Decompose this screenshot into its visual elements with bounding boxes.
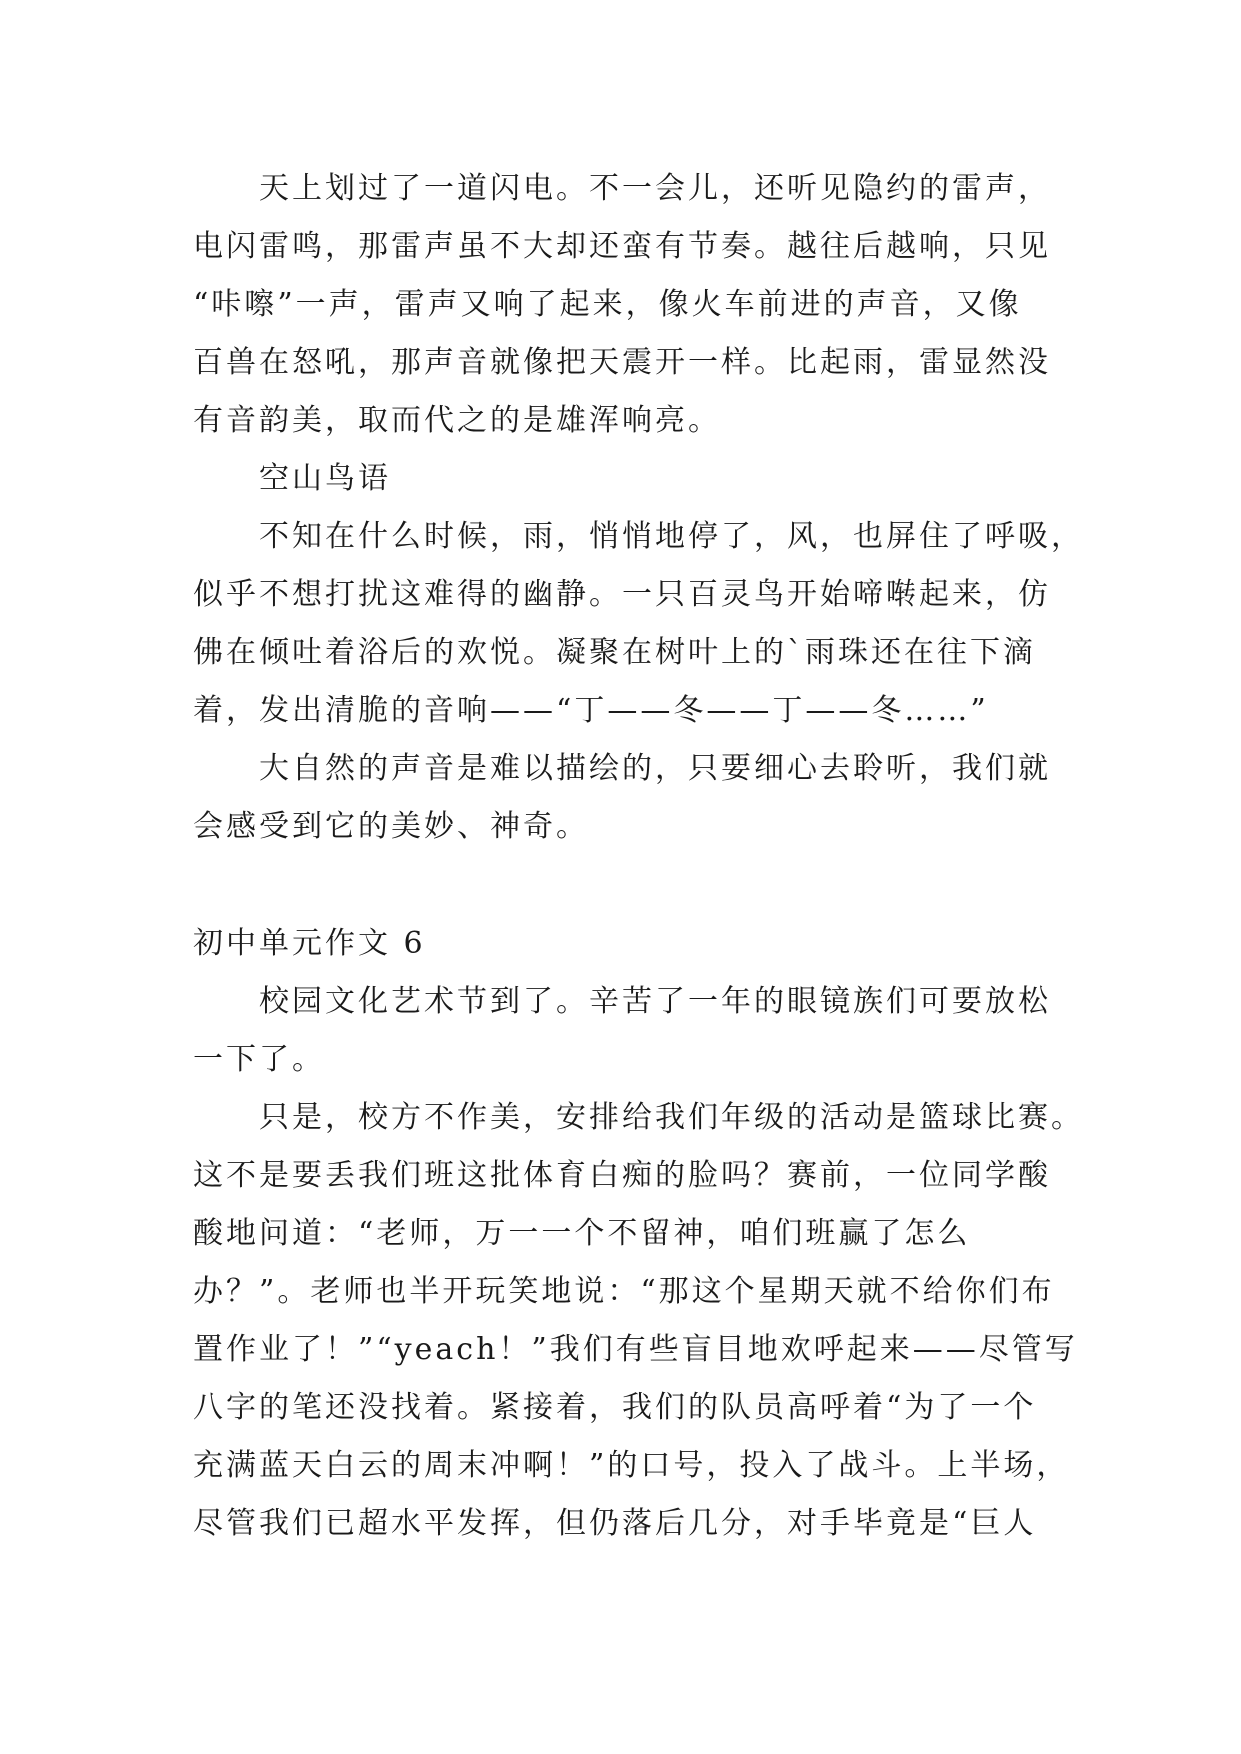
text-line: 似乎不想打扰这难得的幽静。一只百灵鸟开始啼啭起来，仿: [193, 577, 1051, 612]
text-line: 大自然的声音是难以描绘的，只要细心去聆听，我们就: [193, 751, 1051, 786]
text-line: 百兽在怒吼，那声音就像把天震开一样。比起雨，雷显然没: [193, 345, 1051, 380]
text-line: 电闪雷鸣，那雷声虽不大却还蛮有节奏。越往后越响，只见: [193, 229, 1051, 264]
text-line: 有音韵美，取而代之的是雄浑响亮。: [193, 403, 721, 438]
text-line: 酸地问道：“老师，万一一个不留神，咱们班赢了怎么: [193, 1216, 971, 1251]
text-line: 充满蓝天白云的周末冲啊！”的口号，投入了战斗。上半场，: [193, 1448, 1070, 1483]
text-line: “咔嚓”一声，雷声又响了起来，像火车前进的声音，又像: [193, 287, 1022, 322]
text-line: 尽管我们已超水平发挥，但仍落后几分，对手毕竟是“巨人: [193, 1506, 1037, 1541]
text-line: 会感受到它的美妙、神奇。: [193, 809, 589, 844]
text-line: 着，发出清脆的音响——“丁——冬——丁——冬……”: [193, 693, 989, 728]
essay-section-previous: [193, 160, 1084, 856]
text-line: 只是，校方不作美，安排给我们年级的活动是篮球比赛。: [193, 1100, 1084, 1135]
essay-section-6: [193, 915, 1084, 1553]
text-line: 置作业了！”“yeach！”我们有些盲目地欢呼起来——尽管写: [193, 1332, 1078, 1367]
subheading: 空山鸟语: [193, 461, 391, 496]
text-line: 八字的笔还没找着。紧接着，我们的队员高呼着“为了一个: [193, 1390, 1037, 1425]
text-line: 佛在倾吐着浴后的欢悦。凝聚在树叶上的`雨珠还在往下滴: [193, 635, 1036, 670]
text-line: 这不是要丢我们班这批体育白痴的脸吗？赛前，一位同学酸: [193, 1158, 1051, 1193]
text-line: 校园文化艺术节到了。辛苦了一年的眼镜族们可要放松: [193, 984, 1051, 1019]
text-line: 不知在什么时候，雨，悄悄地停了，风，也屏住了呼吸，: [193, 519, 1084, 554]
text-line: 一下了。: [193, 1042, 325, 1077]
text-line: 办？”。老师也半开玩笑地说：“那这个星期天就不给你们布: [193, 1274, 1055, 1309]
essay-title: 初中单元作文 6: [193, 926, 426, 961]
text-line: 天上划过了一道闪电。不一会儿，还听见隐约的雷声，: [193, 171, 1051, 206]
